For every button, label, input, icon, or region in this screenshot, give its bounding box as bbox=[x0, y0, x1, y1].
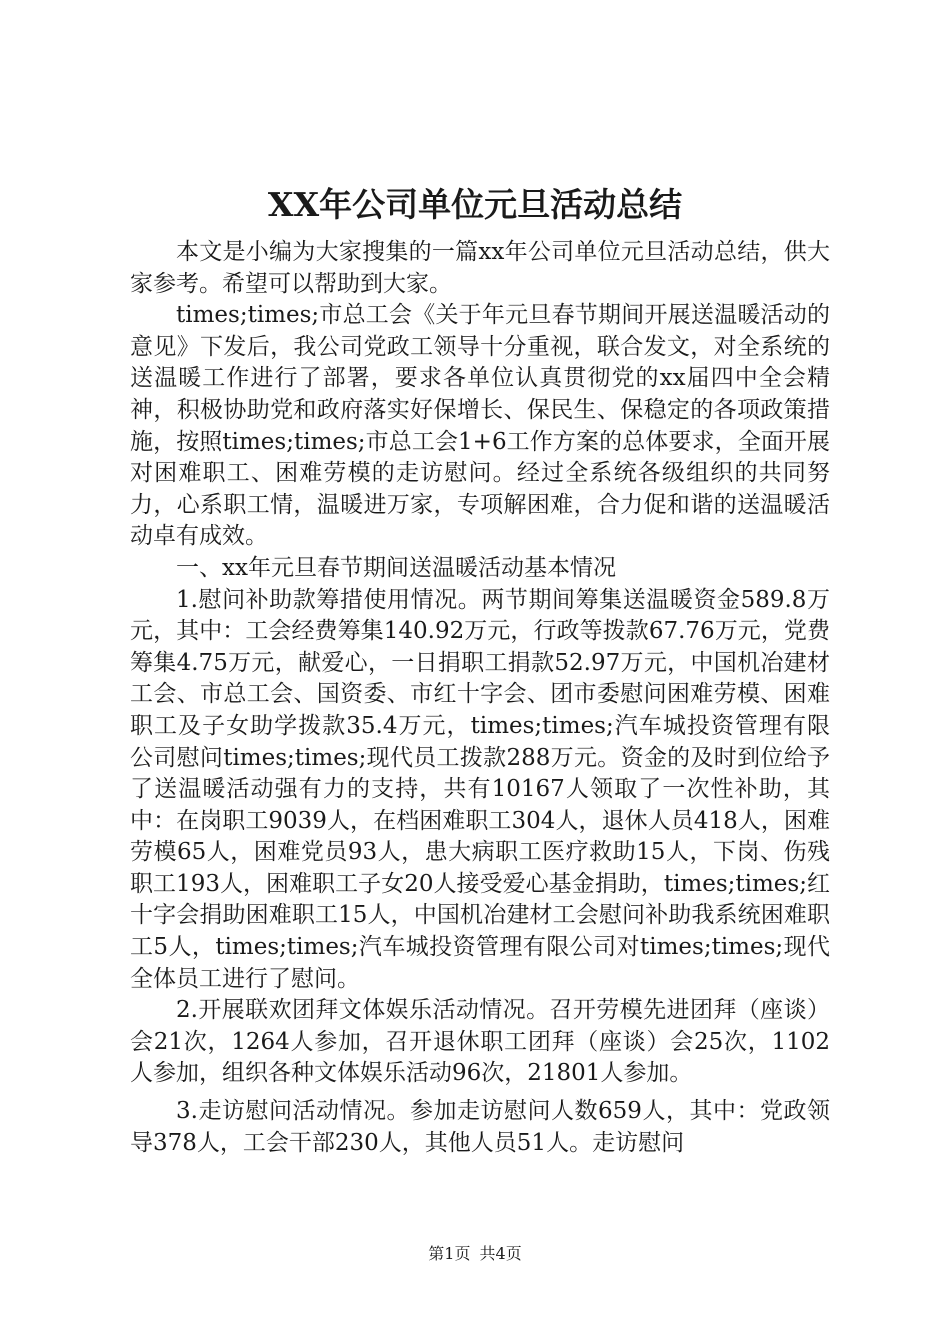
section-heading: 一、xx年元旦春节期间送温暖活动基本情况 bbox=[176, 554, 616, 581]
funding-paragraph: 1.慰问补助款筹措使用情况。两节期间筹集送温暖资金589.8万元，其中：工会经费筹集140.92万元，行政等拨款67.76万元，党费筹集4.75万元，献爱心，一日捐职工捐款52.97万元，中国机冶建材工会、市总工会、国资委、市红十字会、团市委慰问困难劳模、困难职工及子女助学拨款35.4万元，times;times;汽车城投资管理有限公司慰问times;times;现代员工拨款288万元。资金的及时到位给予了送温暖活动强有力的支持，共有10167人领取了一次性补助，其中：在岗职工9039人，在档困难职工304人，退休人员418人，困难劳模65人，困难党员93人，患大病职工医疗救助15人，下岗、伤残职工193人，困难职工子女20人接受爱心基金捐助，times;times;红十字会捐助困难职工15人，中国机冶建材工会慰问补助我系统困难职工5人，times;times;汽车城投资管理有限公司对times;times;现代全体员工进行了慰问。 bbox=[130, 586, 830, 992]
page-footer bbox=[0, 1243, 950, 1265]
visits-paragraph: 3.走访慰问活动情况。参加走访慰问人数659人，其中：党政领导378人，工会干部230人，其他人员51人。走访慰问 bbox=[130, 1098, 830, 1156]
document-body bbox=[130, 237, 830, 1159]
page-number: 第1页 bbox=[428, 1244, 471, 1263]
activities-paragraph: 2.开展联欢团拜文体娱乐活动情况。召开劳模先进团拜（座谈）会21次，1264人参加，召开退休职工团拜（座谈）会25次，1102人参加，组织各种文体娱乐活动96次，21801人参加。 bbox=[130, 997, 830, 1087]
page-total: 共4页 bbox=[479, 1244, 522, 1263]
background-paragraph: times;times;市总工会《关于年元旦春节期间开展送温暖活动的意见》下发后，我公司党政工领导十分重视，联合发文，对全系统的送温暖工作进行了部署，要求各单位认真贯彻党的xx届四中全会精神，积极协助党和政府落实好保增长、保民生、保稳定的各项政策措施，按照times;times;市总工会1+6工作方案的总体要求，全面开展对困难职工、困难劳模的走访慰问。经过全系统各级组织的共同努力，心系职工情，温暖进万家，专项解困难，合力促和谐的送温暖活动卓有成效。 bbox=[130, 302, 830, 550]
intro-paragraph: 本文是小编为大家搜集的一篇xx年公司单位元旦活动总结，供大家参考。希望可以帮助到大家。 bbox=[130, 239, 830, 297]
document-title: XX年公司单位元旦活动总结 bbox=[267, 185, 683, 224]
